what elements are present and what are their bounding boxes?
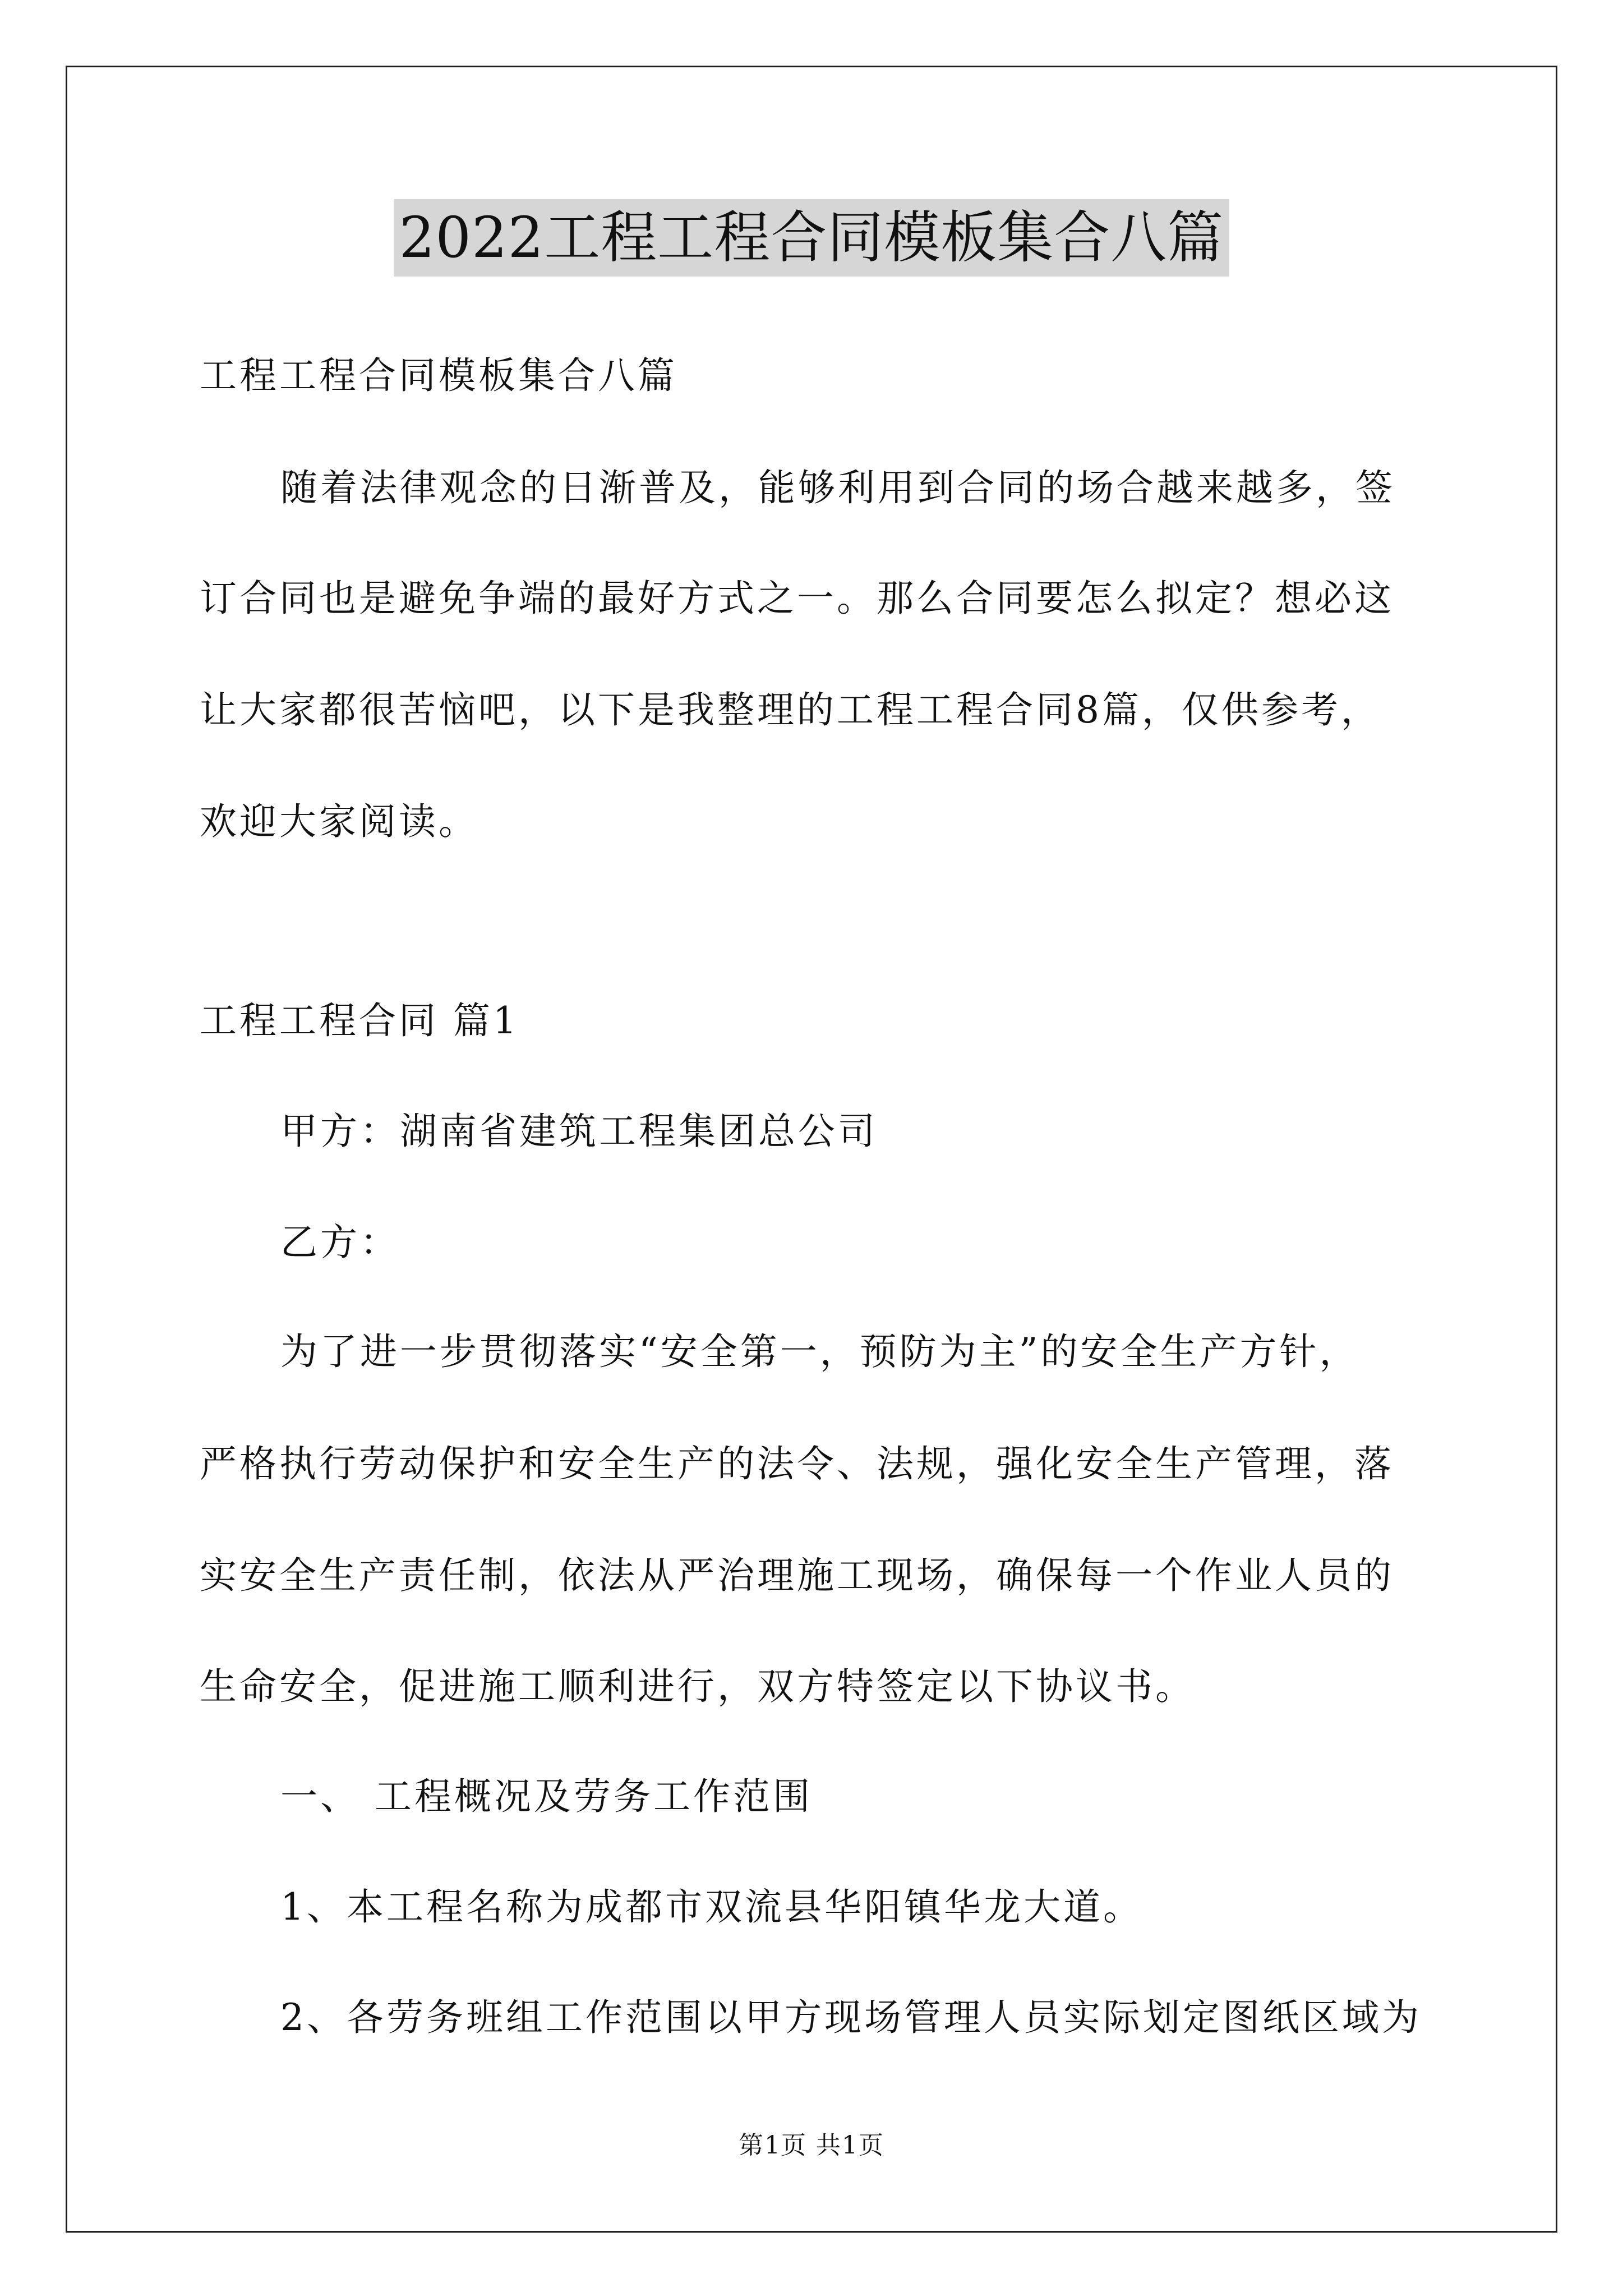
purpose-line-3: 实安全生产责任制，依法从严治理施工现场，确保每一个作业人员的 (200, 1554, 1394, 1597)
clause-1: 1、本工程名称为成都市双流县华阳镇华龙大道。 (280, 1885, 1143, 1929)
clause-heading: 一、 工程概况及劳务工作范围 (280, 1775, 813, 1818)
page-number-footer: 第1页 共1页 (739, 2131, 884, 2160)
clause-2: 2、各劳务班组工作范围以甲方现场管理人员实际划定图纸区域为 (280, 1996, 1422, 2039)
intro-line-4: 欢迎大家阅读。 (200, 800, 478, 843)
purpose-line-2: 严格执行劳动保护和安全生产的法令、法规，强化安全生产管理，落 (200, 1442, 1394, 1485)
section-heading: 工程工程合同 篇1 (200, 999, 519, 1042)
title-container (0, 199, 1623, 277)
document-subtitle: 工程工程合同模板集合八篇 (200, 354, 677, 397)
intro-line-3: 让大家都很苦恼吧，以下是我整理的工程工程合同8篇，仅供参考， (200, 688, 1381, 731)
party-b-line: 乙方： (280, 1221, 400, 1264)
purpose-line-4: 生命安全，促进施工顺利进行，双方特签定以下协议书。 (200, 1665, 1195, 1708)
purpose-line-1: 为了进一步贯彻落实“安全第一，预防为主”的安全生产方针， (280, 1330, 1359, 1373)
intro-line-2: 订合同也是避免争端的最好方式之一。那么合同要怎么拟定？想必这 (200, 577, 1394, 620)
intro-line-1: 随着法律观念的日渐普及，能够利用到合同的场合越来越多，签 (280, 466, 1395, 509)
document-title: 2022工程工程合同模板集合八篇 (394, 199, 1230, 277)
party-a-line: 甲方：湖南省建筑工程集团总公司 (280, 1110, 878, 1153)
